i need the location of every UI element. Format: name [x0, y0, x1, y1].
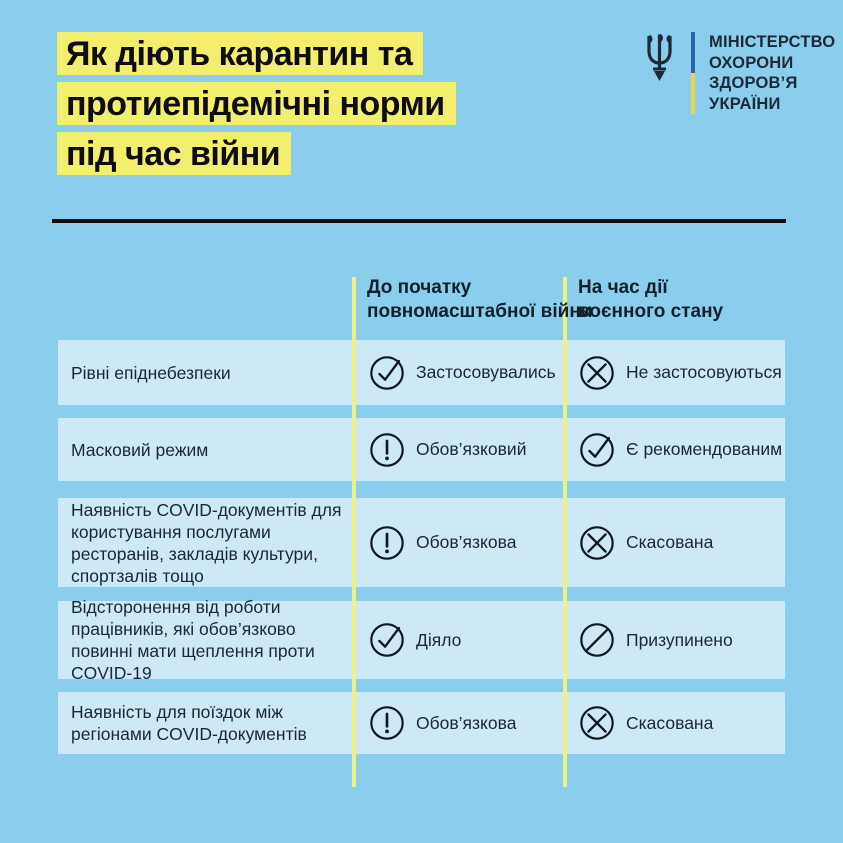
column-guide-line	[352, 277, 356, 787]
status-text: Обов’язковий	[416, 439, 527, 459]
column-header-line: До початку	[367, 277, 472, 298]
ministry-logo	[643, 32, 835, 114]
status-text: Призупинено	[626, 629, 733, 650]
exclamation-circle-icon	[368, 704, 406, 742]
flag-bar-yellow	[691, 73, 695, 114]
cell-before	[368, 418, 568, 481]
status-text: Застосовувались	[416, 362, 556, 382]
column-header-line: На час дії	[578, 277, 668, 298]
divider-line	[52, 219, 786, 223]
table-row	[58, 597, 785, 683]
column-header-line: повномасштабної війни	[367, 301, 593, 322]
exclamation-circle-icon	[368, 431, 406, 469]
status-text: Діяло	[416, 629, 462, 650]
column-header-during	[578, 276, 723, 324]
column-header-line: воєнного стану	[578, 301, 724, 322]
trident-icon	[643, 33, 676, 83]
page-title-line: Як діють карантин та	[57, 32, 423, 75]
status-text: Є рекомендованим	[626, 439, 783, 459]
cell-during	[578, 692, 783, 754]
page-title-line: під час війни	[57, 132, 291, 175]
row-label: Наявність для поїздок між регіонами COVID-документів	[71, 702, 307, 744]
row-label: Рівні епіднебезпеки	[71, 362, 231, 383]
row-label: Масковий режим	[71, 439, 209, 460]
status-text: Обов’язкова	[416, 712, 517, 733]
row-label: Відсторонення від роботи працівників, які обов’язково повинні мати щеплення проти COVID-19	[71, 597, 315, 683]
slash-circle-icon	[578, 621, 616, 659]
page-title	[57, 32, 456, 182]
cell-before	[368, 498, 568, 587]
page-title-line: протиепідемічні норми	[57, 82, 456, 125]
column-header-before	[367, 276, 592, 324]
flag-bar	[691, 32, 695, 114]
cell-during	[578, 498, 783, 587]
x-circle-icon	[578, 524, 616, 562]
status-text: Обов’язкова	[416, 532, 517, 552]
status-text: Не застосовуються	[626, 362, 782, 382]
flag-bar-blue	[691, 32, 695, 73]
table-row	[58, 418, 785, 481]
check-circle-icon	[368, 354, 406, 392]
cell-during	[578, 601, 783, 679]
row-label: Наявність COVID-документів для користування послугами ресторанів, закладів культури, спортзалів тощо	[71, 499, 342, 586]
cell-before	[368, 692, 568, 754]
x-circle-icon	[578, 354, 616, 392]
cell-before	[368, 340, 568, 405]
ministry-name-line: УКРАЇНИ	[709, 94, 781, 113]
ministry-name-line: МІНІСТЕРСТВО	[709, 33, 836, 51]
column-guide-line	[563, 277, 567, 787]
table-row	[58, 340, 785, 405]
ministry-name	[709, 32, 835, 114]
table-row	[58, 498, 785, 587]
check-circle-icon	[368, 621, 406, 659]
exclamation-circle-icon	[368, 524, 406, 562]
check-circle-icon	[578, 431, 616, 469]
status-text: Скасована	[626, 712, 714, 733]
cell-during	[578, 340, 783, 405]
status-text: Скасована	[626, 532, 714, 552]
cell-before	[368, 601, 568, 679]
x-circle-icon	[578, 704, 616, 742]
table-row	[58, 692, 785, 754]
ministry-name-line: ЗДОРОВ’Я	[709, 74, 798, 92]
cell-during	[578, 418, 783, 481]
ministry-name-line: ОХОРОНИ	[709, 53, 794, 72]
